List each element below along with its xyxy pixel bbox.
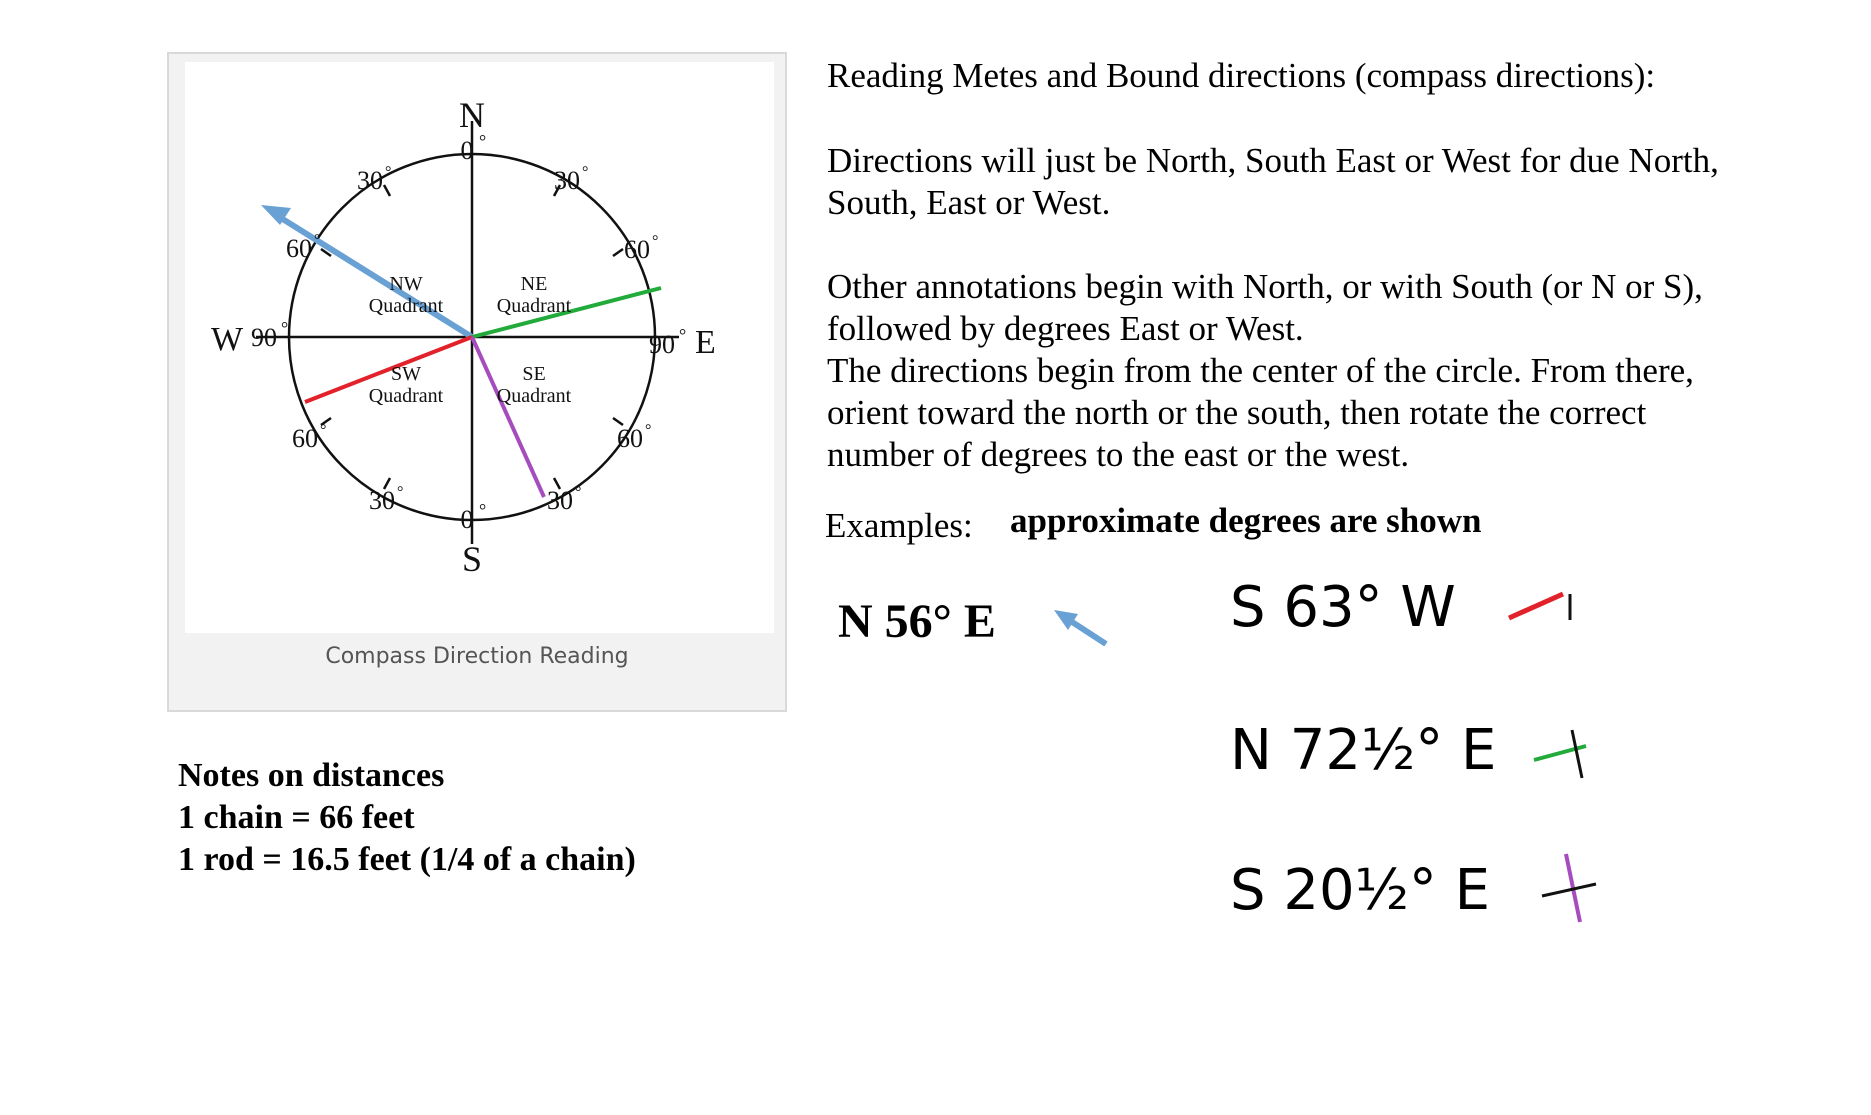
se-quadrant-abbr: SE	[522, 363, 546, 385]
example-s63w-line	[1505, 588, 1575, 632]
ne-quadrant-word: Quadrant	[496, 295, 572, 317]
example-n72e-line	[1530, 726, 1600, 782]
purple-direction-line	[472, 337, 544, 497]
example-s63w: S 63° W	[1230, 575, 1456, 640]
se-sixty-label: 60	[617, 424, 643, 453]
notes-title: Notes on distances	[178, 757, 445, 794]
paragraph-2-line-1: Other annotations begin with North, or with South (or N or S),	[827, 267, 1703, 306]
figure-caption: Compass Direction Reading	[325, 644, 629, 669]
nw-quadrant-word: Quadrant	[368, 295, 444, 317]
compass-figure	[167, 52, 787, 712]
east-ninety-label: 90	[649, 330, 675, 359]
nw-quadrant-abbr: NW	[389, 273, 423, 295]
examples-note: approximate degrees are shown	[1010, 501, 1482, 540]
nw-thirty-label: 30	[357, 166, 383, 195]
paragraph-1-line-1: Directions will just be North, South East or West for due North,	[827, 141, 1719, 180]
notes-chain: 1 chain = 66 feet	[178, 799, 415, 836]
paragraph-2-line-5: number of degrees to the east or the west.	[827, 435, 1410, 474]
ne-sixty-degree: °	[652, 233, 659, 250]
se-quadrant-word: Quadrant	[496, 385, 572, 407]
sw-sixty-degree: °	[320, 422, 327, 439]
example-s20e: S 20½° E	[1230, 858, 1491, 923]
east-label: E	[695, 324, 716, 361]
south-zero-degree: °	[479, 500, 487, 520]
se-thirty-label: 30	[547, 486, 573, 515]
north-zero-degree: °	[479, 131, 487, 151]
nw-thirty-degree: °	[385, 164, 392, 181]
ne-thirty-degree: °	[582, 164, 589, 181]
compass-diagram	[185, 62, 774, 633]
blue-direction-arrow	[273, 213, 472, 337]
nw-sixty-degree: °	[314, 232, 321, 249]
east-ninety-degree: °	[679, 325, 687, 345]
west-ninety-degree: °	[281, 318, 289, 338]
north-zero-label: 0	[460, 136, 474, 165]
se-sixty-degree: °	[645, 422, 652, 439]
north-label: N	[459, 95, 485, 135]
ne-sixty-label: 60	[624, 235, 650, 264]
example-n56e-arrow	[1050, 606, 1110, 646]
west-label: W	[211, 321, 244, 358]
notes-rod: 1 rod = 16.5 feet (1/4 of a chain)	[178, 841, 636, 878]
example-s20e-line	[1540, 850, 1600, 926]
example-n56e: N 56° E	[838, 595, 996, 648]
west-ninety-label: 90	[251, 323, 277, 352]
nw-sixty-label: 60	[286, 234, 312, 263]
paragraph-1-line-2: South, East or West.	[827, 183, 1111, 222]
sw-thirty-degree: °	[397, 484, 404, 501]
se-thirty-degree: °	[575, 484, 582, 501]
heading: Reading Metes and Bound directions (compass directions):	[827, 56, 1656, 95]
compass-diagram-area	[185, 62, 774, 633]
ne-quadrant-abbr: NE	[520, 273, 548, 295]
south-label: S	[461, 539, 483, 579]
sw-quadrant-word: Quadrant	[368, 385, 444, 407]
examples-label: Examples:	[825, 506, 973, 545]
south-zero-label: 0	[460, 505, 474, 534]
paragraph-2-line-4: orient toward the north or the south, then rotate the correct	[827, 393, 1647, 432]
sw-thirty-label: 30	[369, 486, 395, 515]
sw-sixty-label: 60	[292, 424, 318, 453]
sw-quadrant-abbr: SW	[391, 363, 421, 385]
example-n72e: N 72½° E	[1230, 718, 1497, 783]
ne-thirty-label: 30	[554, 166, 580, 195]
paragraph-2-line-2: followed by degrees East or West.	[827, 309, 1304, 348]
paragraph-2-line-3: The directions begin from the center of the circle. From there,	[827, 351, 1694, 390]
